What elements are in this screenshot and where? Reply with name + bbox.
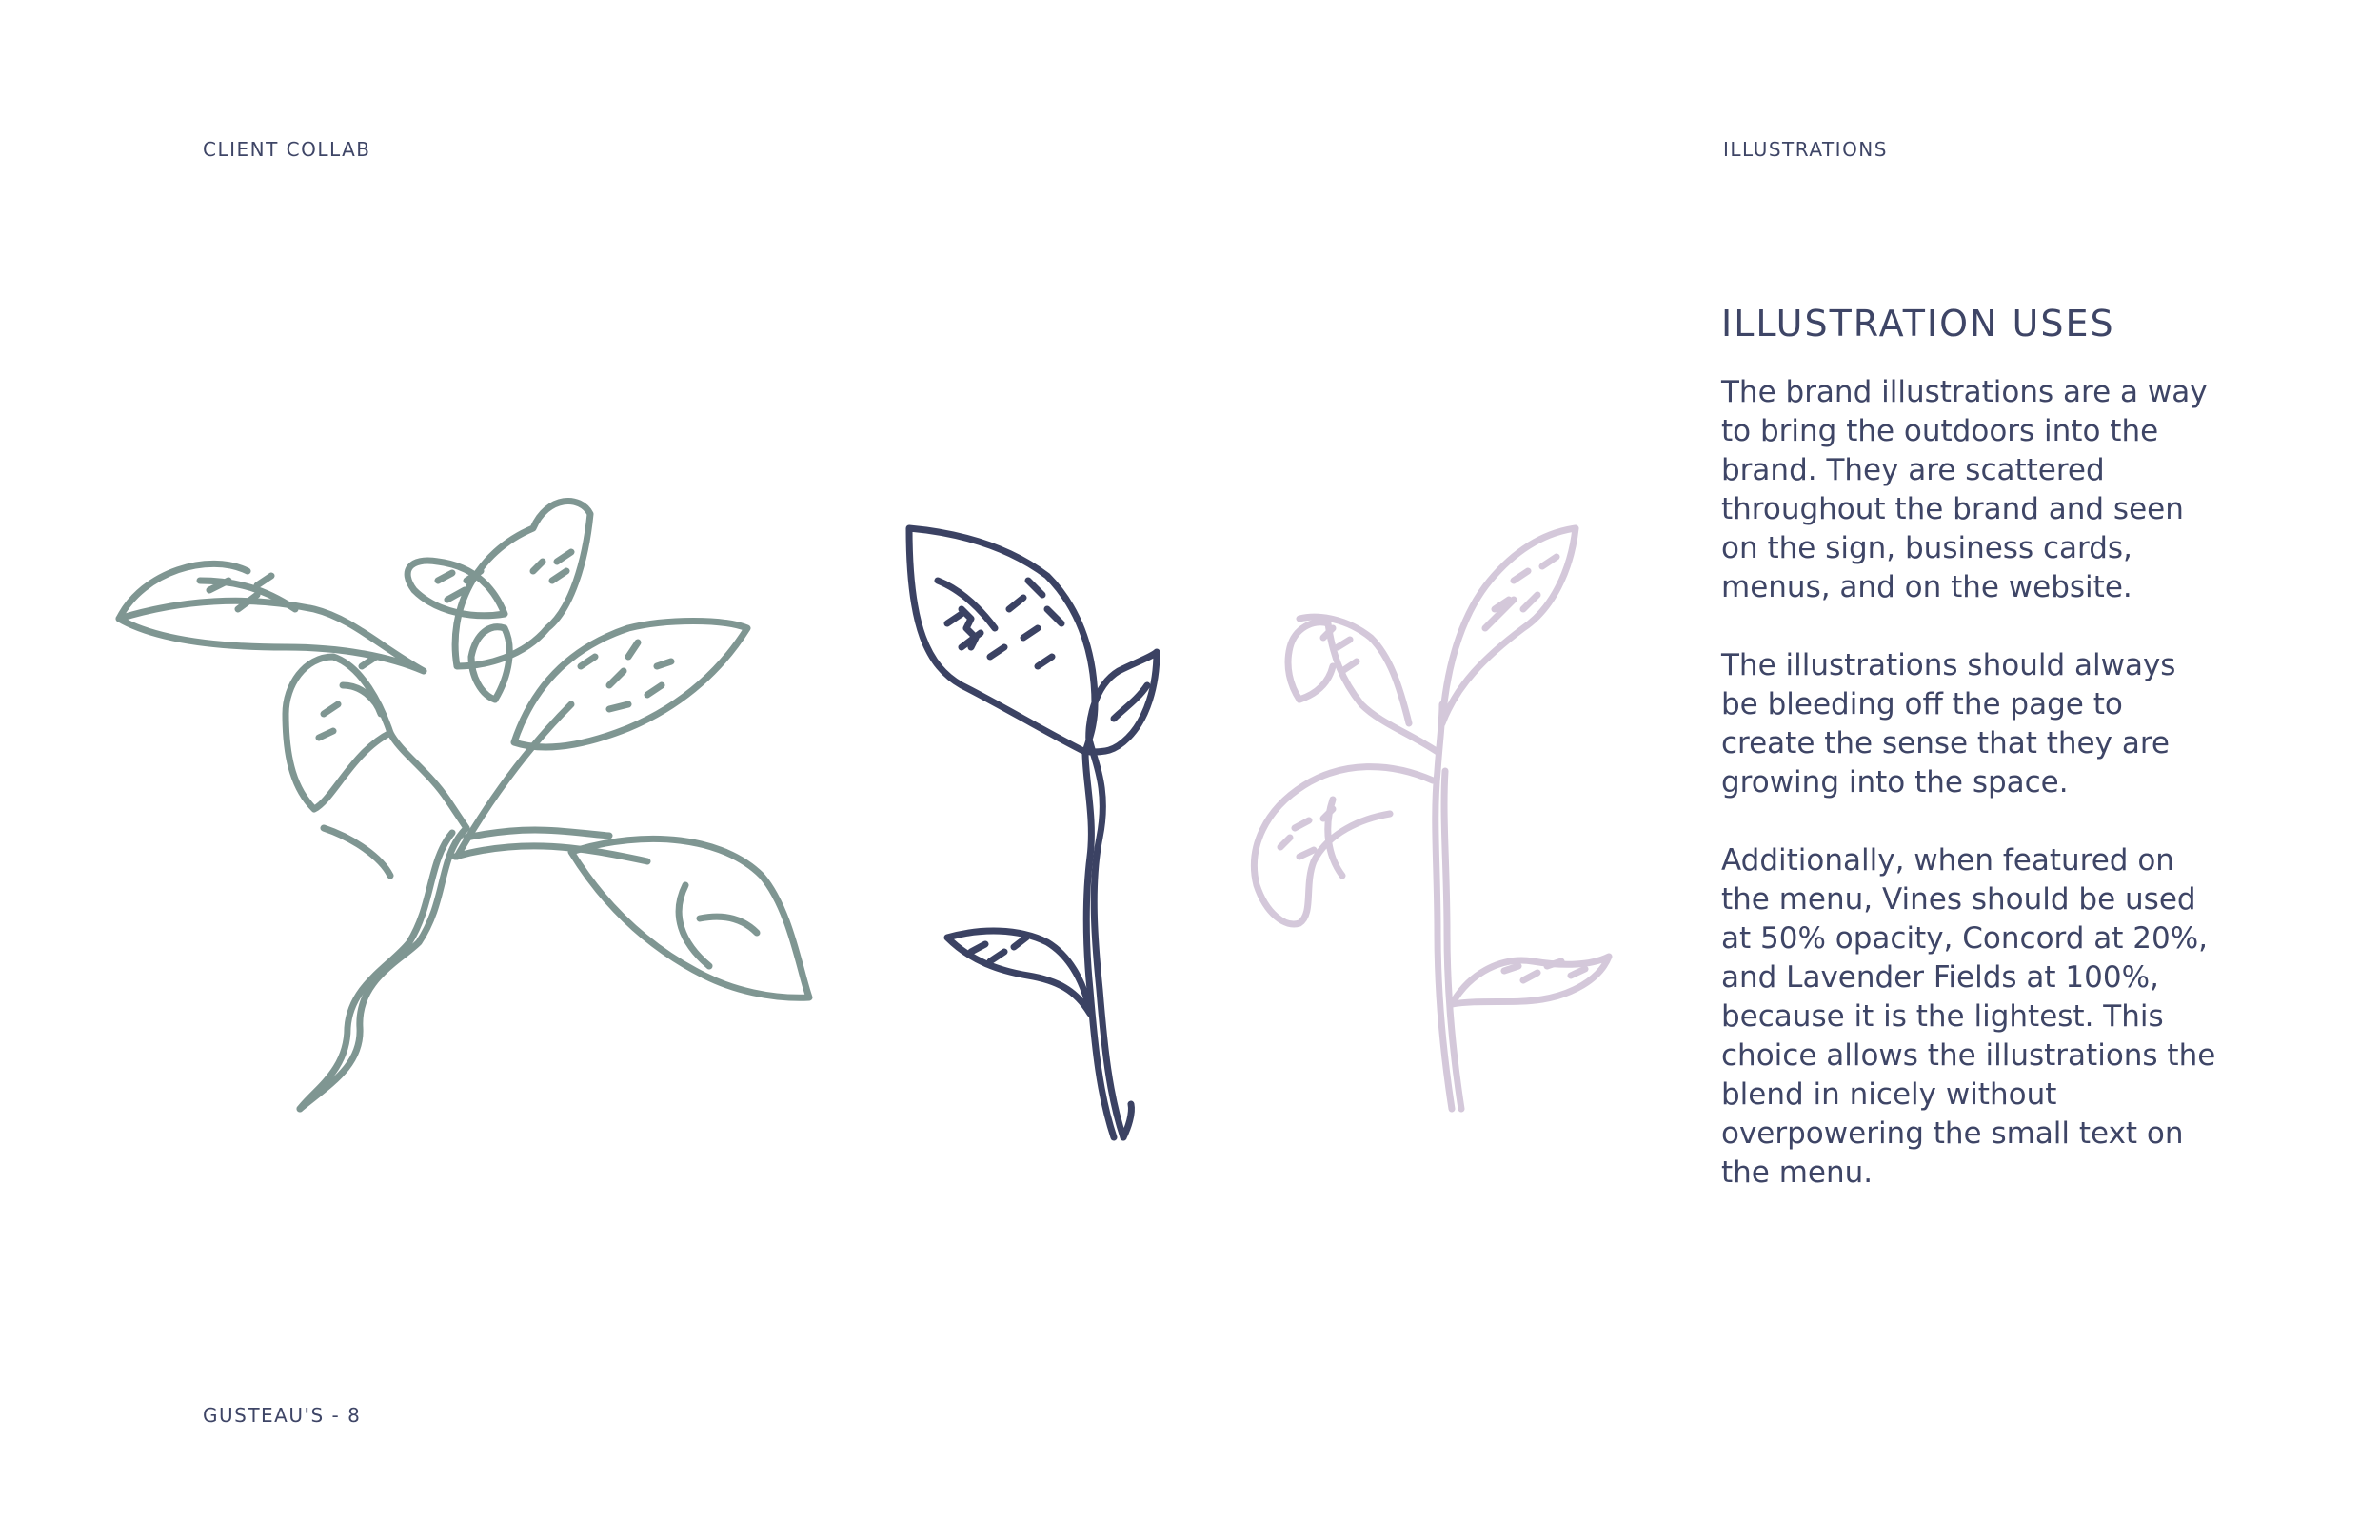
lavender-fields-sprig-illustration (1254, 528, 1609, 1109)
page-footer: GUSTEAU'S - 8 (203, 1404, 362, 1427)
section-body (1721, 373, 2216, 1232)
body-paragraph-3: Additionally, when featured on the menu, Vines should be used at 50% opacity, Concord at 20%, and Lavender Fields at 100%, because it is the lightest. This choice allows the illustrations the blend in nicely without overpowering the small text on the menu. (1721, 843, 2216, 1190)
body-paragraph-1: The brand illustrations are a way to bring the outdoors into the brand. They are scattered throughout the brand and seen on the sign, business cards, menus, and on the website. (1721, 375, 2208, 604)
concord-sprig-illustration (909, 528, 1157, 1137)
section-title: ILLUSTRATION USES (1721, 303, 2115, 345)
vines-sprig-illustration (119, 501, 809, 1109)
body-paragraph-2: The illustrations should always be bleeding off the page to create the sense that they are growing into the space. (1721, 648, 2176, 800)
header-left-label: CLIENT COLLAB (203, 138, 371, 161)
header-section-label: ILLUSTRATIONS (1723, 138, 1888, 161)
